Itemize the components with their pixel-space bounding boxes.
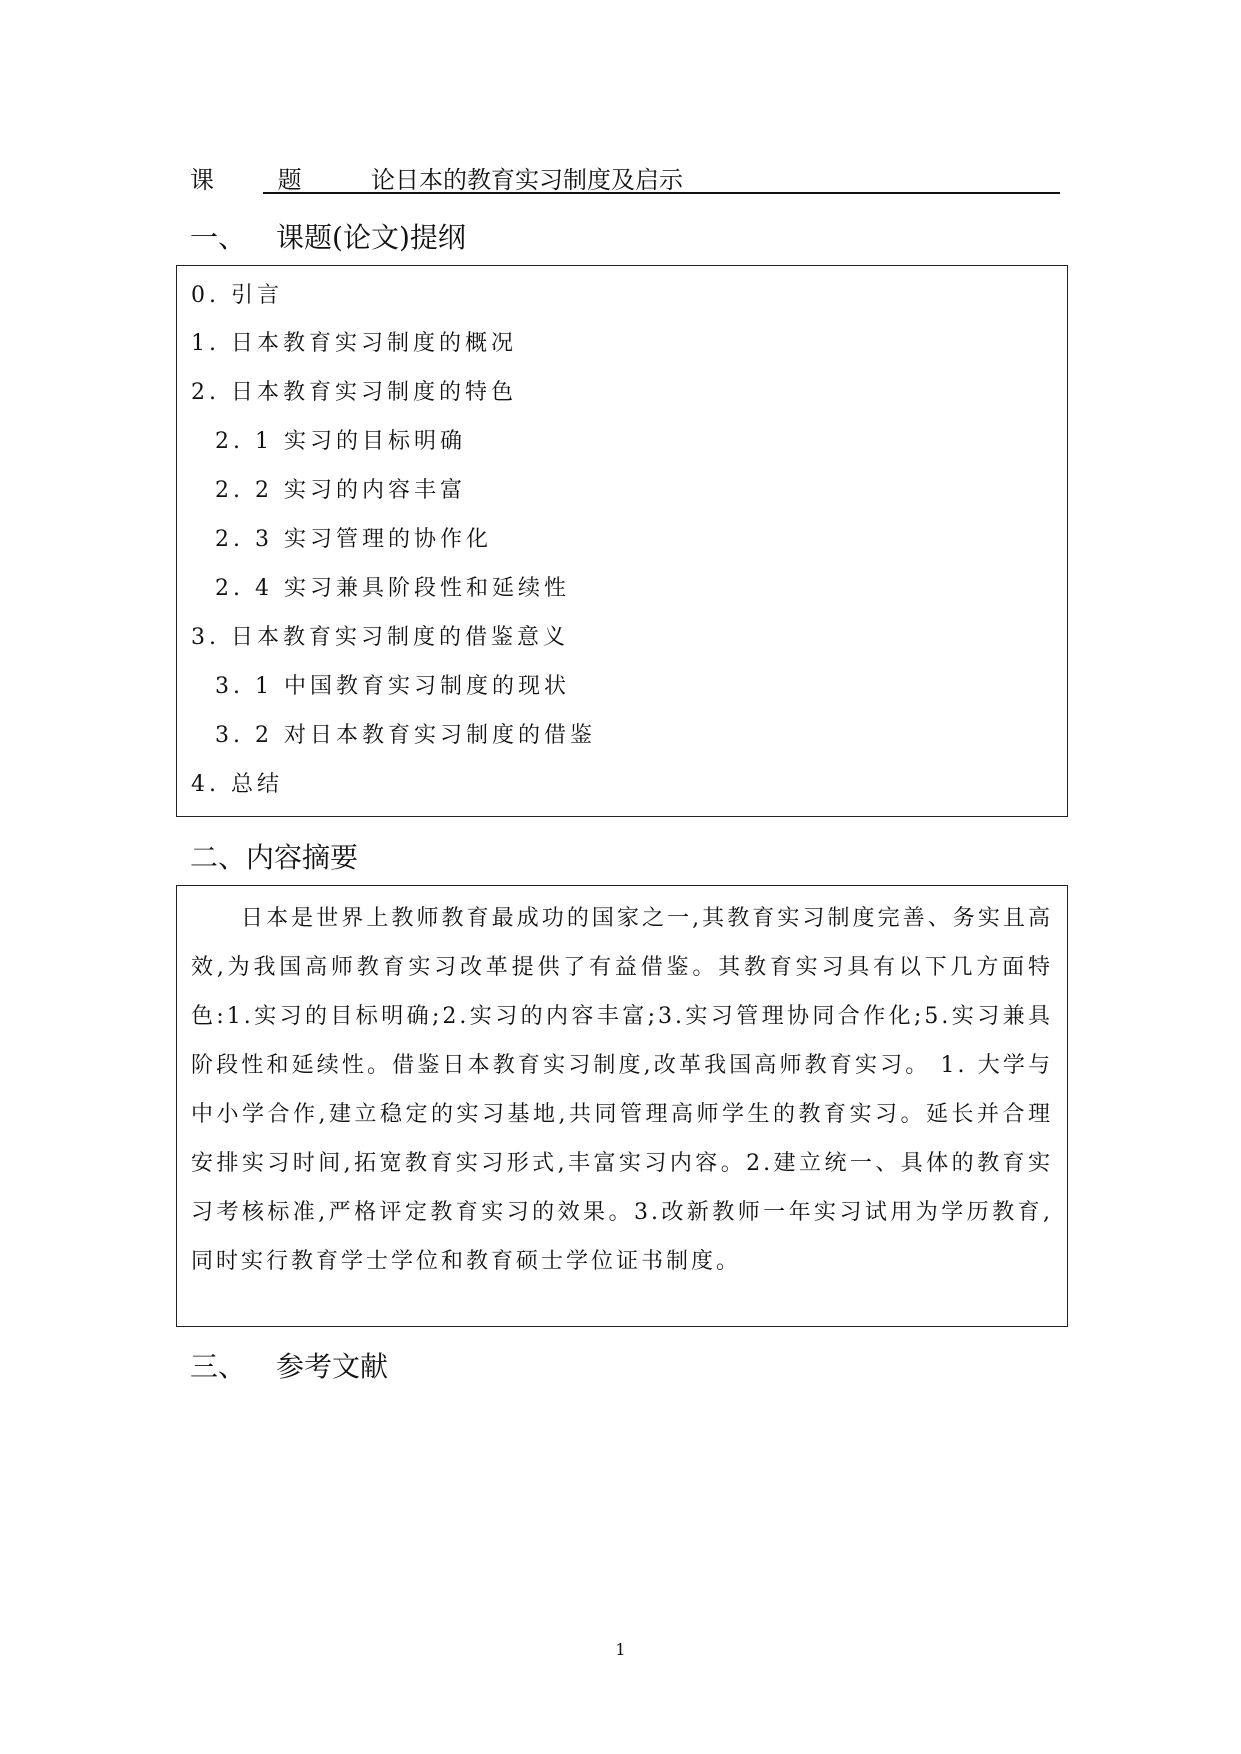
outline-subitem: 2. 1 实习的目标明确 <box>215 429 466 454</box>
summary-heading-number: 二、 <box>190 841 247 874</box>
outline-item: 2. 日本教育实习制度的特色 <box>191 380 517 405</box>
outline-heading <box>190 216 466 256</box>
outline-item: 1. 日本教育实习制度的概况 <box>191 331 517 356</box>
outline-heading-number: 一、 <box>190 221 247 254</box>
outline-subitem: 2. 4 实习兼具阶段性和延续性 <box>215 576 570 601</box>
outline-subitem: 2. 2 实习的内容丰富 <box>215 478 466 503</box>
outline-box <box>176 265 1068 817</box>
references-heading <box>190 1345 388 1385</box>
outline-subitem: 3. 1 中国教育实习制度的现状 <box>215 674 570 699</box>
title-line <box>190 160 1060 194</box>
outline-item: 0. 引言 <box>191 283 283 308</box>
outline-subitem: 2. 3 实习管理的协作化 <box>215 527 492 552</box>
outline-item: 4. 总结 <box>191 772 283 797</box>
page-number: 1 <box>615 1640 626 1659</box>
summary-text: 日本是世界上教师教育最成功的国家之一,其教育实习制度完善、务实且高效,为我国高师教育实习改革提供了有益借鉴。其教育实习具有以下几方面特色:1.实习的目标明确;2.实习的内容丰富;3.实习管理协同合作化;5.实习兼具阶段性和延续性。借鉴日本教育实习制度,改革我国高师教育实习。 1. 大学与中小学合作,建立稳定的实习基地,共同管理高师学生的教育实习。延长并合理安排实习时间,拓宽教育实习形式,丰富实习内容。2.建立统一、具体的教育实习考核标准,严格评定教育实习的效果。3.改新教师一年实习试用为学历教育,同时实行教育学士学位和教育硕士学位证书制度。 <box>191 906 1053 1274</box>
title-value: 论日本的教育实习制度及启示 <box>371 166 683 194</box>
outline-heading-text: 课题(论文)提纲 <box>276 221 466 254</box>
summary-box <box>176 885 1068 1327</box>
references-heading-text: 参考文献 <box>276 1350 389 1383</box>
summary-heading-text: 内容摘要 <box>246 841 359 874</box>
title-field <box>263 160 1060 194</box>
references-heading-number: 三、 <box>190 1350 247 1383</box>
summary-heading <box>190 836 358 876</box>
outline-subitem: 3. 2 对日本教育实习制度的借鉴 <box>215 723 596 748</box>
title-label: 课 题 <box>190 166 330 194</box>
outline-item: 3. 日本教育实习制度的借鉴意义 <box>191 625 569 650</box>
